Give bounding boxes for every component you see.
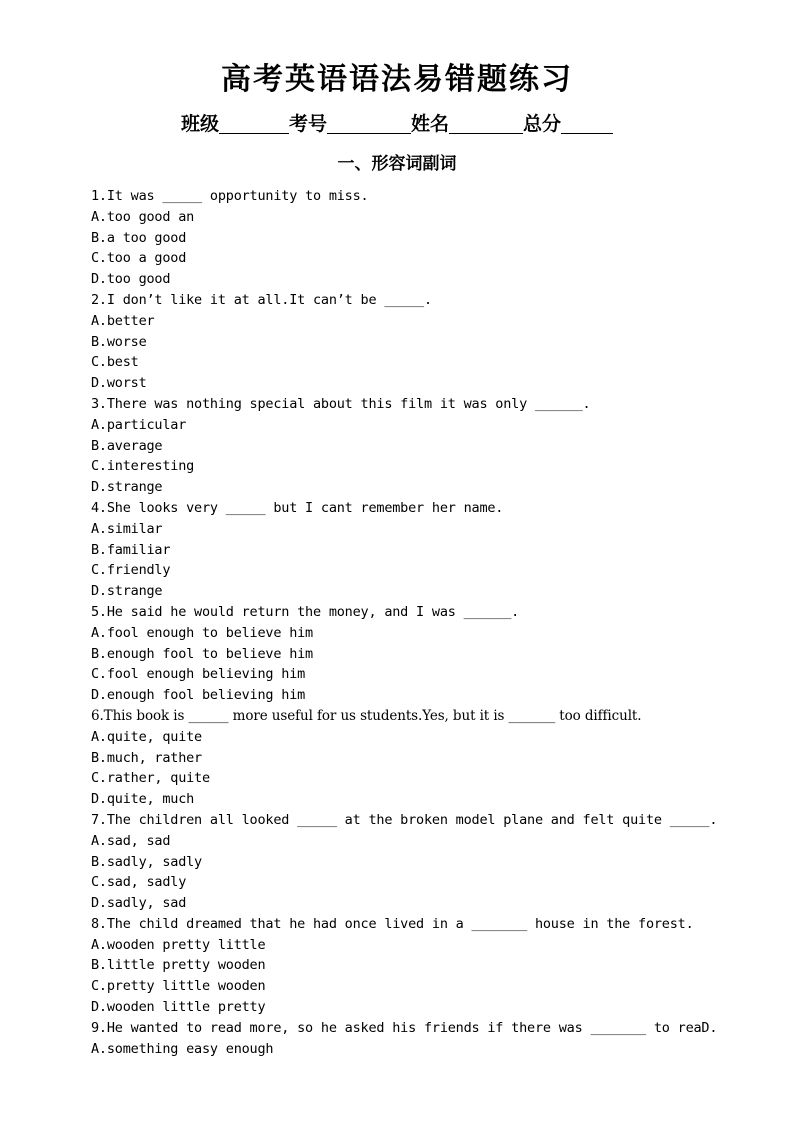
option-line: D.worst <box>91 375 147 392</box>
option-line: B.sadly, sadly <box>91 853 202 870</box>
question-line: 1.It was _____ opportunity to miss. <box>91 188 369 204</box>
option-line: B.little pretty wooden <box>91 957 266 974</box>
option-line: B.worse <box>91 333 147 350</box>
page-title: 高考英语语法易错题练习 <box>221 62 573 97</box>
score-label: 总分 <box>523 113 562 135</box>
number-blank <box>327 113 411 134</box>
option-line: B.familiar <box>91 541 171 558</box>
option-line: C.interesting <box>91 458 195 475</box>
score-blank <box>561 113 613 134</box>
question-line: 3.There was nothing special about this film it was only ______. <box>91 395 591 412</box>
option-line: B.a too good <box>91 229 187 246</box>
option-line: A.similar <box>91 520 163 537</box>
student-info-line <box>0 110 794 138</box>
option-line: A.quite, quite <box>91 728 202 745</box>
option-line: A.something easy enough <box>91 1040 274 1057</box>
option-line: C.pretty little wooden <box>91 978 266 995</box>
option-line: A.too good an <box>91 208 195 225</box>
option-line: C.sad, sadly <box>91 874 187 891</box>
option-line: D.enough fool believing him <box>91 687 306 704</box>
option-line: C.too a good <box>91 250 187 267</box>
question-line: 8.The child dreamed that he had once lived in a _______ house in the forest. <box>91 915 694 932</box>
option-line: D.sadly, sad <box>91 895 187 912</box>
option-line: D.strange <box>91 479 163 496</box>
option-line: B.much, rather <box>91 749 202 766</box>
option-line: D.wooden little pretty <box>91 999 266 1016</box>
number-label: 考号 <box>288 113 327 135</box>
option-line: C.rather, quite <box>91 770 210 787</box>
class-blank <box>219 113 289 134</box>
question-line: 7.The children all looked _____ at the broken model plane and felt quite _____. <box>91 811 718 828</box>
option-line: C.best <box>91 354 139 371</box>
option-line: A.fool enough to believe him <box>91 624 313 641</box>
question-line: 4.She looks very _____ but I cant remember her name. <box>91 499 504 516</box>
option-line: A.wooden pretty little <box>91 936 266 953</box>
option-line: D.quite, much <box>91 791 195 808</box>
option-line: D.too good <box>91 271 171 288</box>
name-label: 姓名 <box>411 113 450 135</box>
question-list <box>91 186 741 1059</box>
name-blank <box>449 113 523 134</box>
option-line: B.average <box>91 437 163 454</box>
option-line: B.enough fool to believe him <box>91 645 313 662</box>
class-label: 班级 <box>180 113 219 135</box>
option-line: A.sad, sad <box>91 832 171 849</box>
section-title: 一、形容词副词 <box>337 154 457 174</box>
question-line: 6.This book is ______ more useful for us students.Yes, but it is _______ too difficult. <box>91 707 642 724</box>
option-line: C.fool enough believing him <box>91 666 306 683</box>
question-line: 9.He wanted to read more, so he asked his friends if there was _______ to reaD. <box>91 1019 718 1036</box>
option-line: D.strange <box>91 583 163 600</box>
question-line: 2.I don’t like it at all.It can’t be _____. <box>91 291 432 308</box>
question-line: 5.He said he would return the money, and I was ______. <box>91 603 520 620</box>
option-line: A.better <box>91 312 155 329</box>
option-line: C.friendly <box>91 562 171 579</box>
option-line: A.particular <box>91 416 187 433</box>
